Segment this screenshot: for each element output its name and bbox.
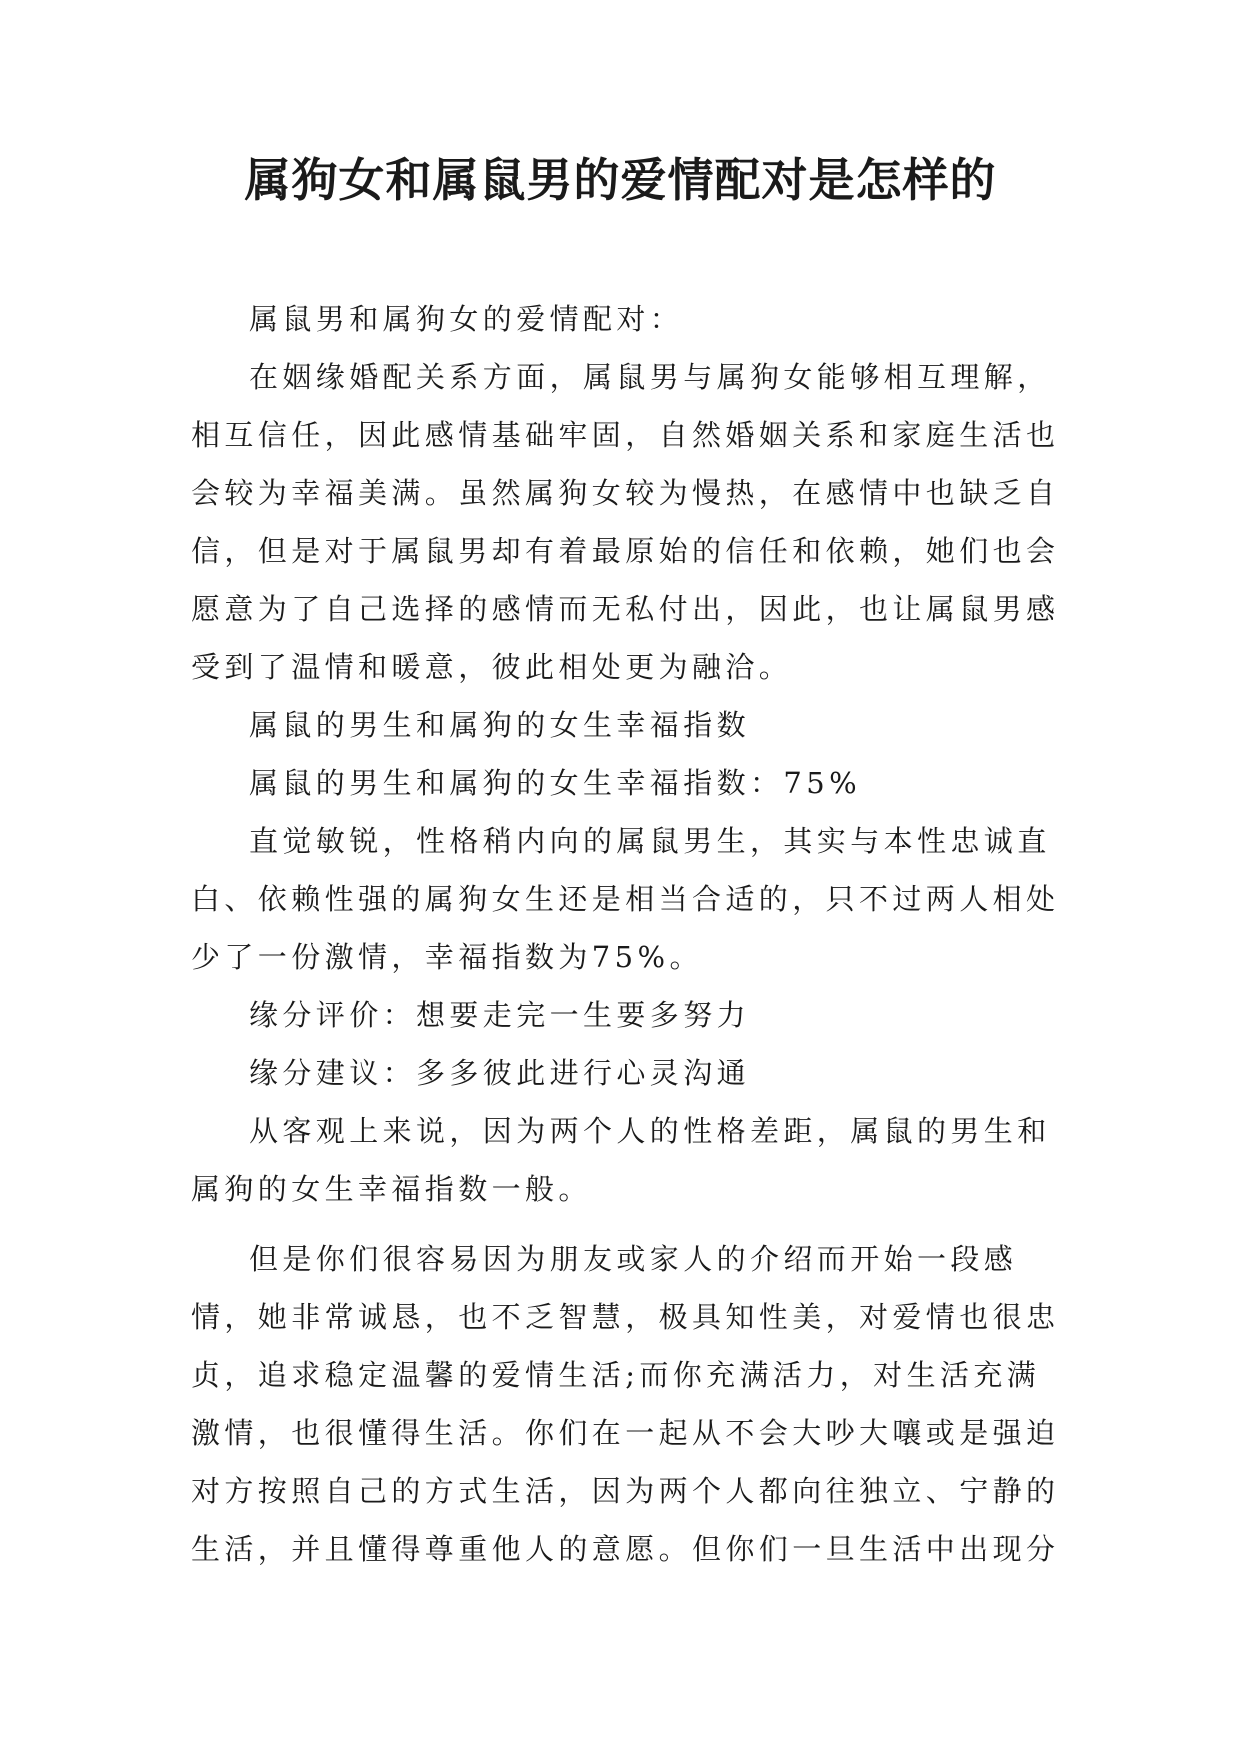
paragraph-objective: 从客观上来说，因为两个人的性格差距，属鼠的男生和属狗的女生幸福指数一般。 <box>191 1114 1051 1206</box>
paragraph-relationship: 但是你们很容易因为朋友或家人的介绍而开始一段感情，她非常诚恳，也不乏智慧，极具知性美，对爱情也很忠贞，追求稳定温馨的爱情生活;而你充满活力，对生活充满激情，也很懂得生活。你们在一起从不会大吵大嚷或是强迫对方按照自己的方式生活，因为两个人都向往独立、宁静的生活，并且懂得尊重他人的意愿。但你们一旦生活中出现分 <box>191 1242 1060 1566</box>
paragraph-happiness-index: 属鼠的男生和属狗的女生幸福指数：75% <box>249 766 862 800</box>
paragraph-happiness-heading: 属鼠的男生和属狗的女生幸福指数 <box>249 708 751 742</box>
document-title: 属狗女和属鼠男的爱情配对是怎样的 <box>244 153 997 207</box>
paragraph-fate-evaluation: 缘分评价：想要走完一生要多努力 <box>249 998 751 1032</box>
paragraph-intuition: 直觉敏锐，性格稍内向的属鼠男生，其实与本性忠诚直白、依赖性强的属狗女生还是相当合适的，只不过两人相处少了一份激情，幸福指数为75%。 <box>191 824 1060 974</box>
document-body <box>191 290 1061 1578</box>
paragraph-fate-advice: 缘分建议：多多彼此进行心灵沟通 <box>249 1056 751 1090</box>
paragraph-intro-heading: 属鼠男和属狗女的爱情配对： <box>249 302 684 336</box>
paragraph-marriage: 在姻缘婚配关系方面，属鼠男与属狗女能够相互理解，相互信任，因此感情基础牢固，自然婚姻关系和家庭生活也会较为幸福美满。虽然属狗女较为慢热，在感情中也缺乏自信，但是对于属鼠男却有着最原始的信任和依赖，她们也会愿意为了自己选择的感情而无私付出，因此，也让属鼠男感受到了温情和暖意，彼此相处更为融洽。 <box>191 360 1060 684</box>
